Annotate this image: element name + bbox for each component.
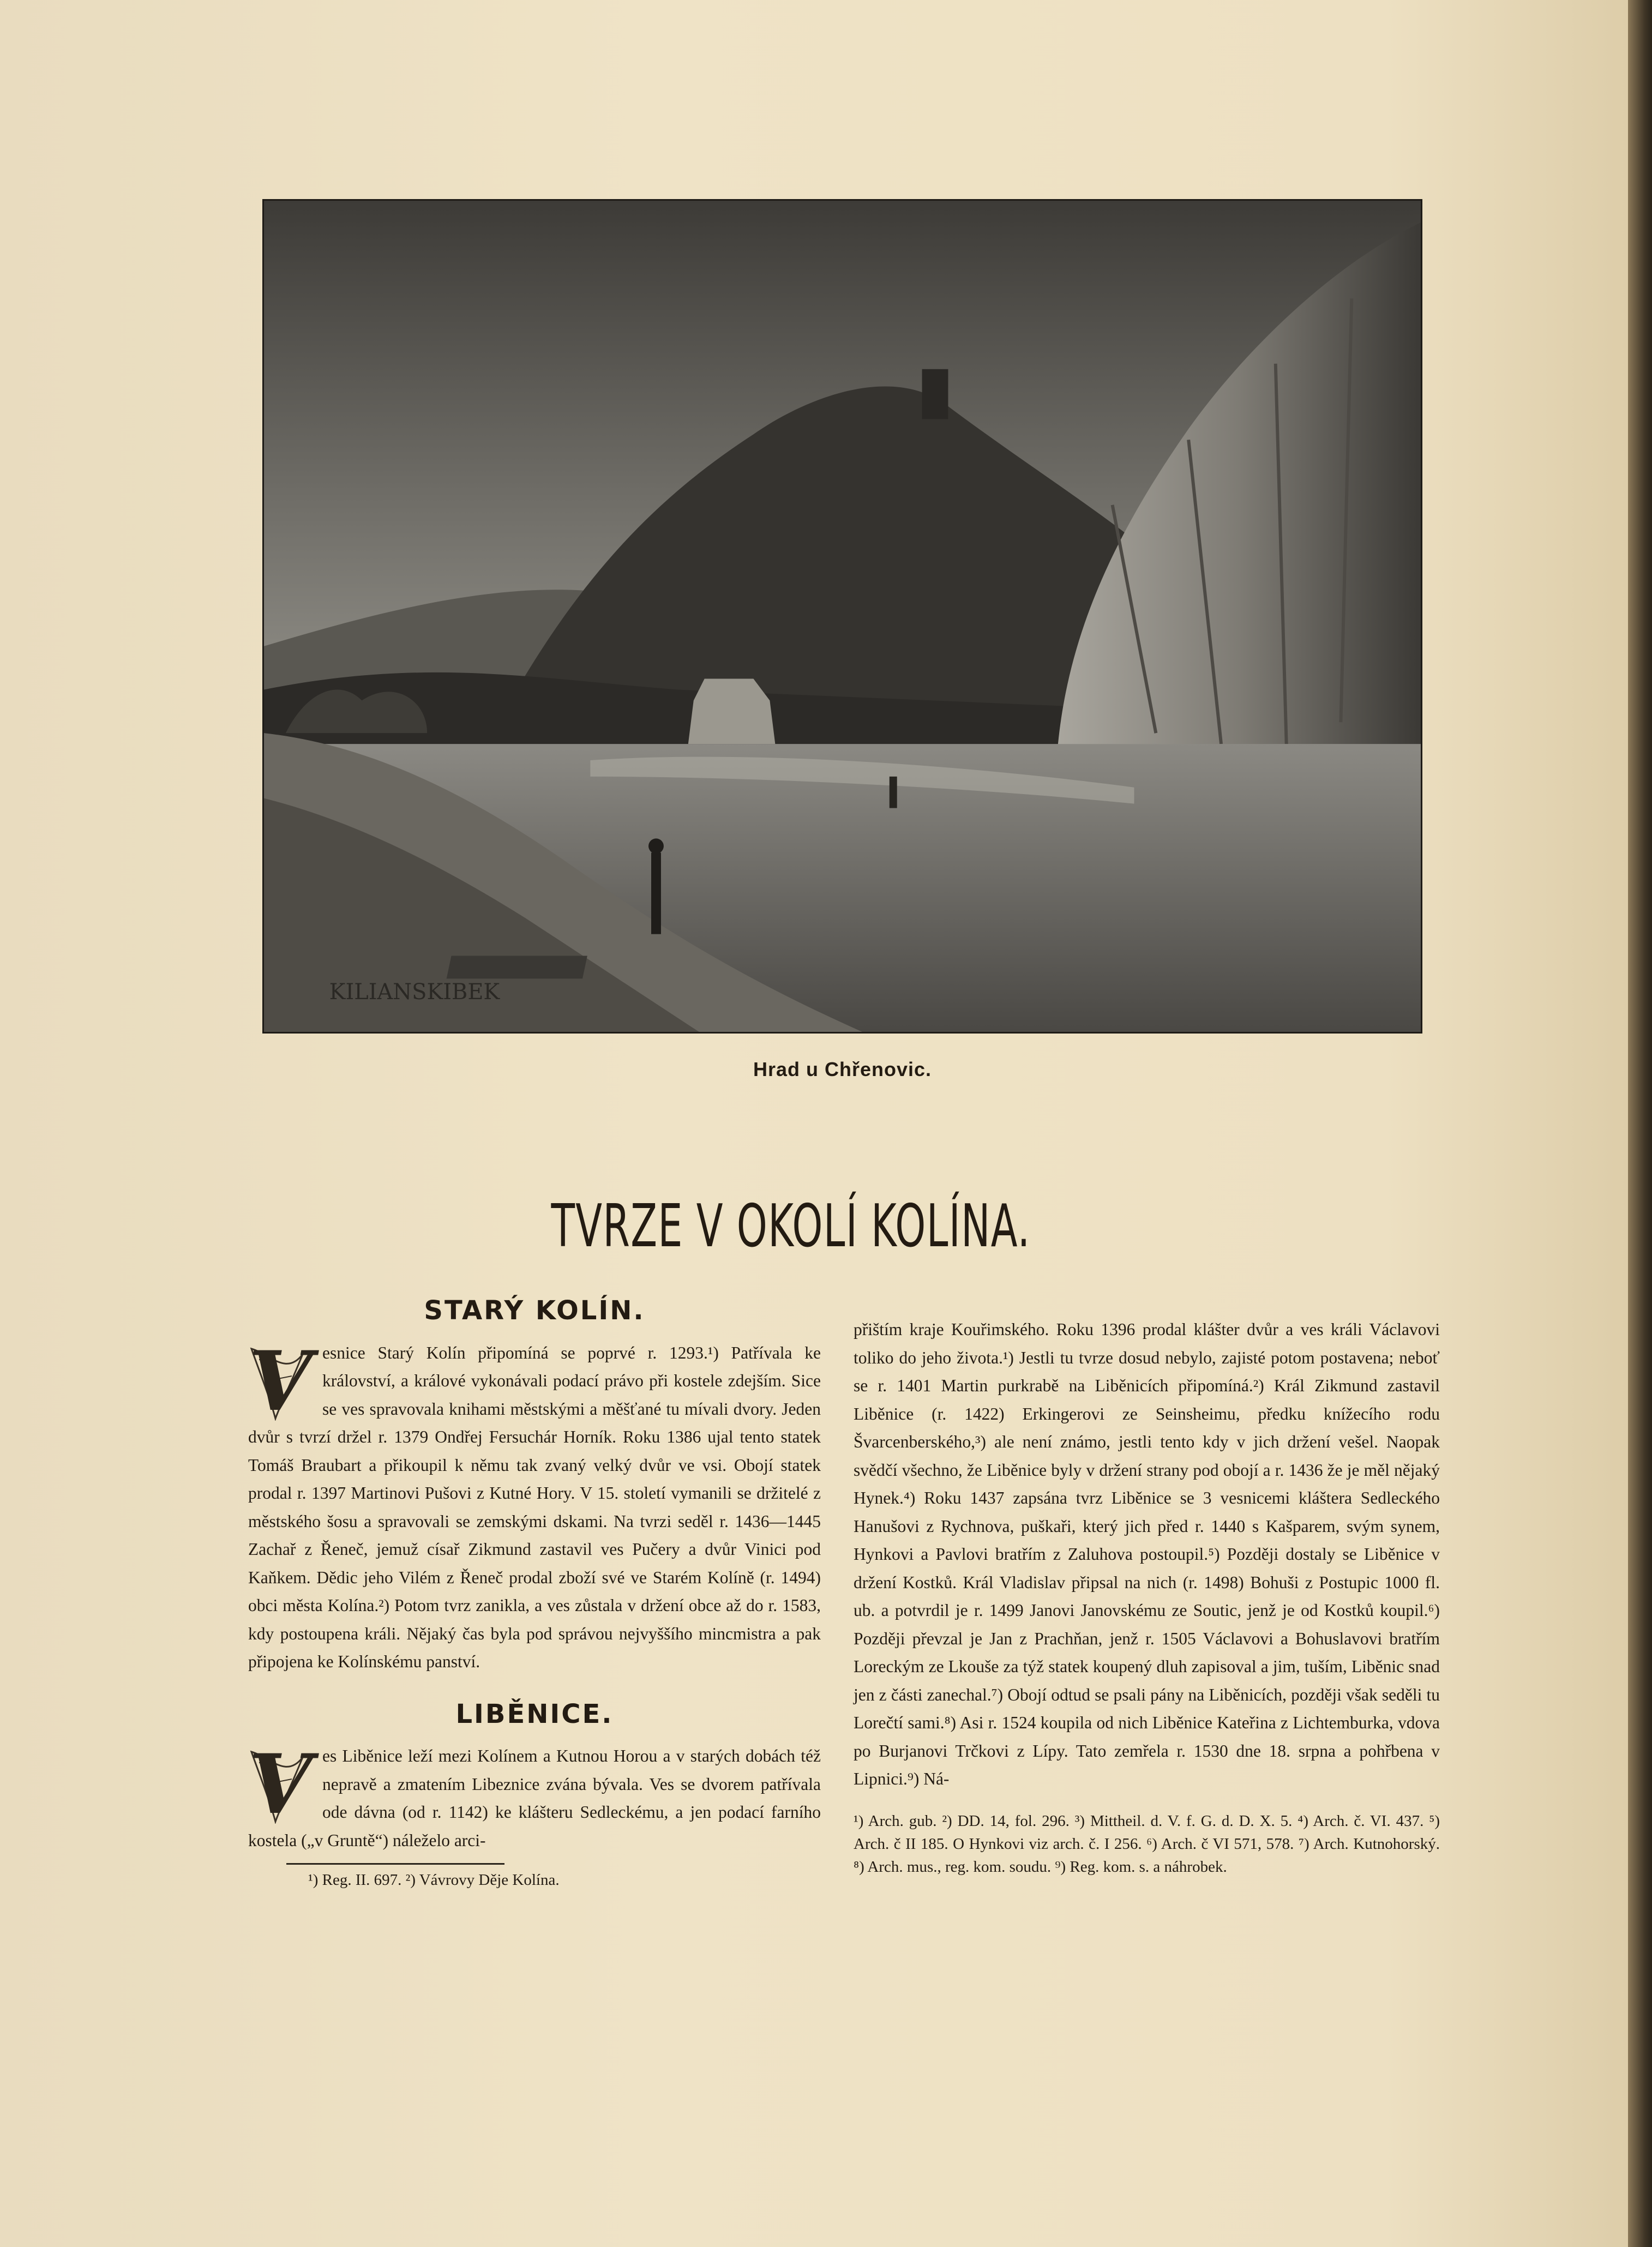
engraver-signature: KILIANSKIBEK <box>329 980 500 1005</box>
footnotes-left: ¹) Reg. II. 697. ²) Vávrovy Děje Kolína. <box>308 1871 560 1889</box>
ornamental-initial-icon <box>248 1737 313 1833</box>
section-heading-stary-kolin: STARÝ KOLÍN. <box>424 1295 645 1326</box>
section-text-libenice <box>248 1737 821 1854</box>
left-column <box>248 1295 821 1892</box>
page-edge-shadow <box>1628 0 1652 2247</box>
castle-river-landscape-icon <box>264 201 1421 1032</box>
section-heading-libenice: LIBĚNICE. <box>455 1698 614 1729</box>
right-column <box>854 1315 1440 1878</box>
footnotes-right: ¹) Arch. gub. ²) DD. 14, fol. 296. ³) Mittheil. d. V. f. G. d. D. X. 5. ⁴) Arch. č. VI. 437. ⁵) Arch. č II 185. O Hynkovi viz arch. č. I 256. ⁶) Arch. č VI 571, 578. ⁷) Arch. Kutnohorský. ⁸) Arch. mus., reg. kom. soudu. ⁹) Reg. kom. s. a náhrobek. <box>854 1812 1440 1876</box>
ornamental-initial-icon <box>248 1333 313 1429</box>
paragraph-body: es Liběnice leží mezi Kolínem a Kutnou Horou a v starých dobách též nepravě a zmatením Libeznice zvána bývala. Ves se dvorem patřívala ode dávna (od r. 1142) ke klášteru Sedleckému, a jen podací farního kostela („v Gruntě“) náleželo arci- <box>248 1746 821 1850</box>
footnote-divider <box>286 1863 504 1865</box>
initial-letter: V <box>248 1333 313 1429</box>
landscape-illustration <box>262 199 1422 1034</box>
initial-letter: V <box>248 1737 313 1833</box>
illustration-caption: Hrad u Chřenovic. <box>753 1058 932 1080</box>
paragraph-body: esnice Starý Kolín připomíná se poprvé r. 1293.¹) Patřívala ke království, a králové vykonávali podací právo při kostele zdejším. Sice se ves spravovala knihami městskými a měšťané tu mívali dvory. Jeden dvůr s tvrzí držel r. 1379 Ondřej Fersuchár Horník. Roku 1386 ujal tento statek Tomáš Braubart a přikoupil k němu tak zvaný velký dvůr ve vsi. Obojí statek prodal r. 1397 Martinovi Pušovi z Kutné Hory. V 15. století vymanili se držitelé z městského šosu a spravovali se zemskými dskami. Na tvrzi seděl r. 1436—1445 Zachař z Řeneč, jemuž císař Zikmund zastavil ves Pučery a dvůr Vinici pod Kaňkem. Dědic jeho Vilém z Řeneč prodal zboží své ve Starém Kolíně (r. 1494) obci města Kolína.²) Potom tvrz zanikla, a ves zůstala v držení obce až do r. 1583, kdy postoupena králi. Nějaký čas byla pod správou nejvyššího mincmistra a pak připojena ke Kolínskému panství. <box>248 1343 821 1672</box>
section-text-libenice-continued: přištím kraje Kouřimského. Roku 1396 prodal klášter dvůr a ves králi Václavovi toliko do jeho života.¹) Jestli tu tvrze dosud nebylo, zajisté potom postavena; neboť se r. 1401 Martin purkrabě na Liběnicích připomíná.²) Král Zikmund zastavil Liběnice (r. 1422) Erkingerovi ze Seinsheimu, předku knížecího rodu Švarcenberského,³) ale není známo, jestli tento kdy v jich držení vešel. Naopak svědčí všechno, že Liběnice byly v držení strany pod obojí a r. 1436 že je měl nějaký Hynek.⁴) Roku 1437 zapsána tvrz Liběnice se 3 vesnicemi kláštera Sedleckého Hanušovi z Rychnova, puškaři, který jich před r. 1440 s Kašparem, svým synem, Hynkovi a Pavlovi bratřím z Zaluhova postoupil.⁵) Později dostaly se Liběnice v držení Kostků. Král Vladislav připsal na nich (r. 1498) Bohuši z Postupic 1000 fl. ub. a potvrdil je r. 1499 Janovi Janovskému ze Soutic, jenž je od Kostků koupil.⁶) Později převzal je Jan z Prachňan, jenž r. 1505 Václavovi a Bohuslavovi bratřím Loreckým ze Lkouše za týž statek koupený dluh zapisoval a jim, tuším, Liběnic snad jen z části zanechal.⁷) Obojí odtud se psali pány na Liběnicích, později však seděli tu Lorečtí sami.⁸) Asi r. 1524 koupila od nich Liběnice Kateřina z Lichtemburka, vdova po Burjanovi Trčkovi z Lípy. Tato zemřela r. 1530 dne 18. srpna a pohřbena v Lipnici.⁹) Ná- <box>854 1320 1440 1788</box>
section-text-stary-kolin <box>248 1333 821 1676</box>
page-title: TVRZE V OKOLÍ KOLÍNA. <box>551 1192 1031 1260</box>
